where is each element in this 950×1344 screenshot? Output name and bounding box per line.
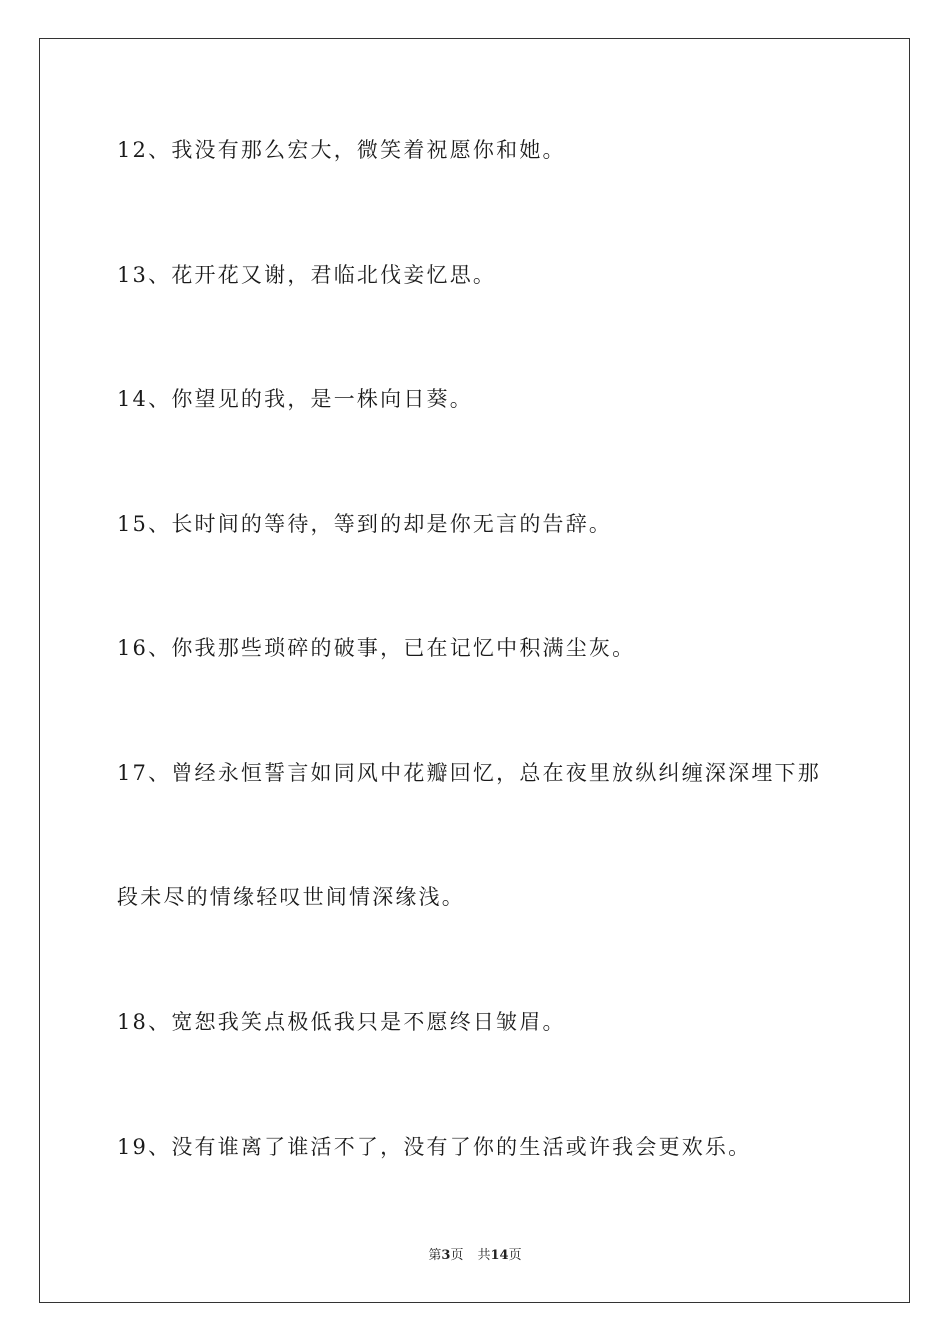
page-suffix: 页 <box>450 1248 464 1263</box>
text-line-19: 19、没有谁离了谁活不了，没有了你的生活或许我会更欢乐。 <box>117 1135 752 1159</box>
text-line-18: 18、宽恕我笑点极低我只是不愿终日皱眉。 <box>117 1010 566 1034</box>
text-line-16: 16、你我那些琐碎的破事，已在记忆中积满尘灰。 <box>117 636 636 660</box>
text-line-17: 17、曾经永恒誓言如同风中花瓣回忆，总在夜里放纵纠缠深深埋下那 <box>117 761 821 785</box>
text-line-15: 15、长时间的等待，等到的却是你无言的告辞。 <box>117 512 613 536</box>
page-border <box>39 38 910 1303</box>
total-pages: 14 <box>490 1248 509 1263</box>
page-prefix: 第 <box>428 1248 442 1263</box>
total-prefix: 共 <box>477 1248 491 1263</box>
text-line-14: 14、你望见的我，是一株向日葵。 <box>117 387 473 411</box>
text-line-12: 12、我没有那么宏大，微笑着祝愿你和她。 <box>117 138 566 162</box>
page-number: 3 <box>441 1248 451 1263</box>
page-footer <box>0 1247 950 1265</box>
text-line-13: 13、花开花又谢，君临北伐妾忆思。 <box>117 263 497 287</box>
text-line-17-continued: 段未尽的情缘轻叹世间情深缘浅。 <box>117 885 465 909</box>
total-suffix: 页 <box>508 1248 522 1263</box>
